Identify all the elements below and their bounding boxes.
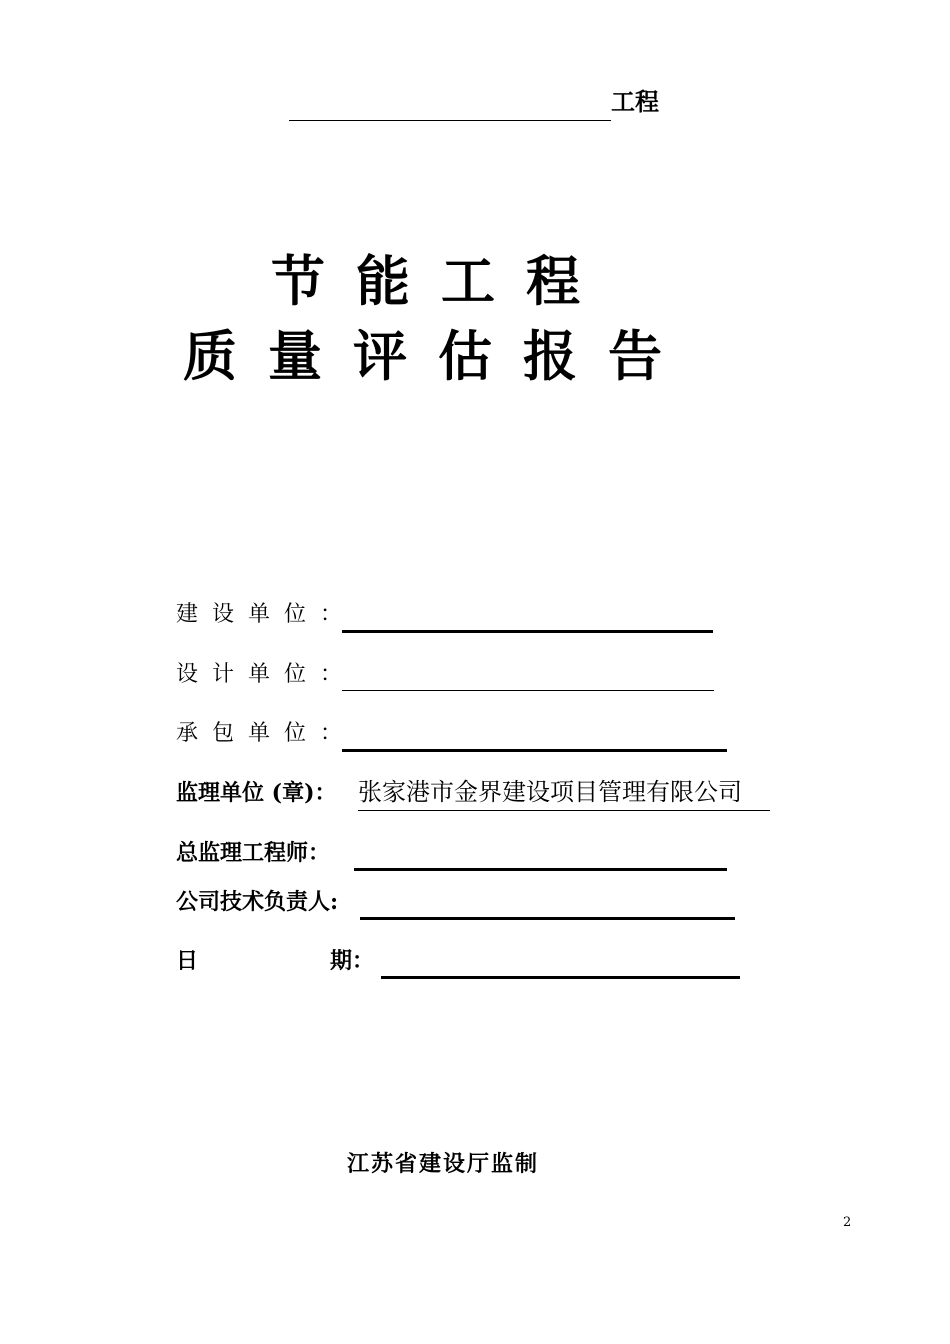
date-underline: [381, 976, 740, 979]
construction-unit-label: 建设单位：: [176, 602, 357, 627]
chief-supervisor-underline: [354, 868, 727, 871]
date-label-right: 期：: [330, 948, 375, 974]
contractor-unit-label: 承包单位：: [176, 721, 357, 746]
issuer-text: 江苏省建设厅监制: [347, 1152, 540, 1177]
design-unit-label: 设计单位：: [176, 662, 357, 687]
supervision-unit-label: 监理单位 (章)：: [176, 780, 337, 806]
technical-lead-label: 公司技术负责人:: [176, 889, 339, 915]
date-label-left: 日: [176, 948, 199, 974]
report-title-line-1: 节能工程: [271, 250, 611, 313]
contractor-unit-underline: [342, 749, 727, 752]
construction-unit-underline: [342, 630, 713, 633]
technical-lead-underline: [360, 917, 735, 920]
supervision-unit-value: 张家港市金界建设项目管理有限公司: [358, 778, 742, 806]
design-unit-underline: [342, 690, 714, 691]
chief-supervisor-label: 总监理工程师：: [176, 840, 331, 866]
project-name-underline: [289, 120, 611, 121]
report-title-line-2: 质量评估报告: [183, 325, 693, 388]
project-suffix: 工程: [611, 88, 659, 116]
page-number: 2: [843, 1215, 852, 1230]
supervision-unit-underline: [358, 810, 770, 811]
